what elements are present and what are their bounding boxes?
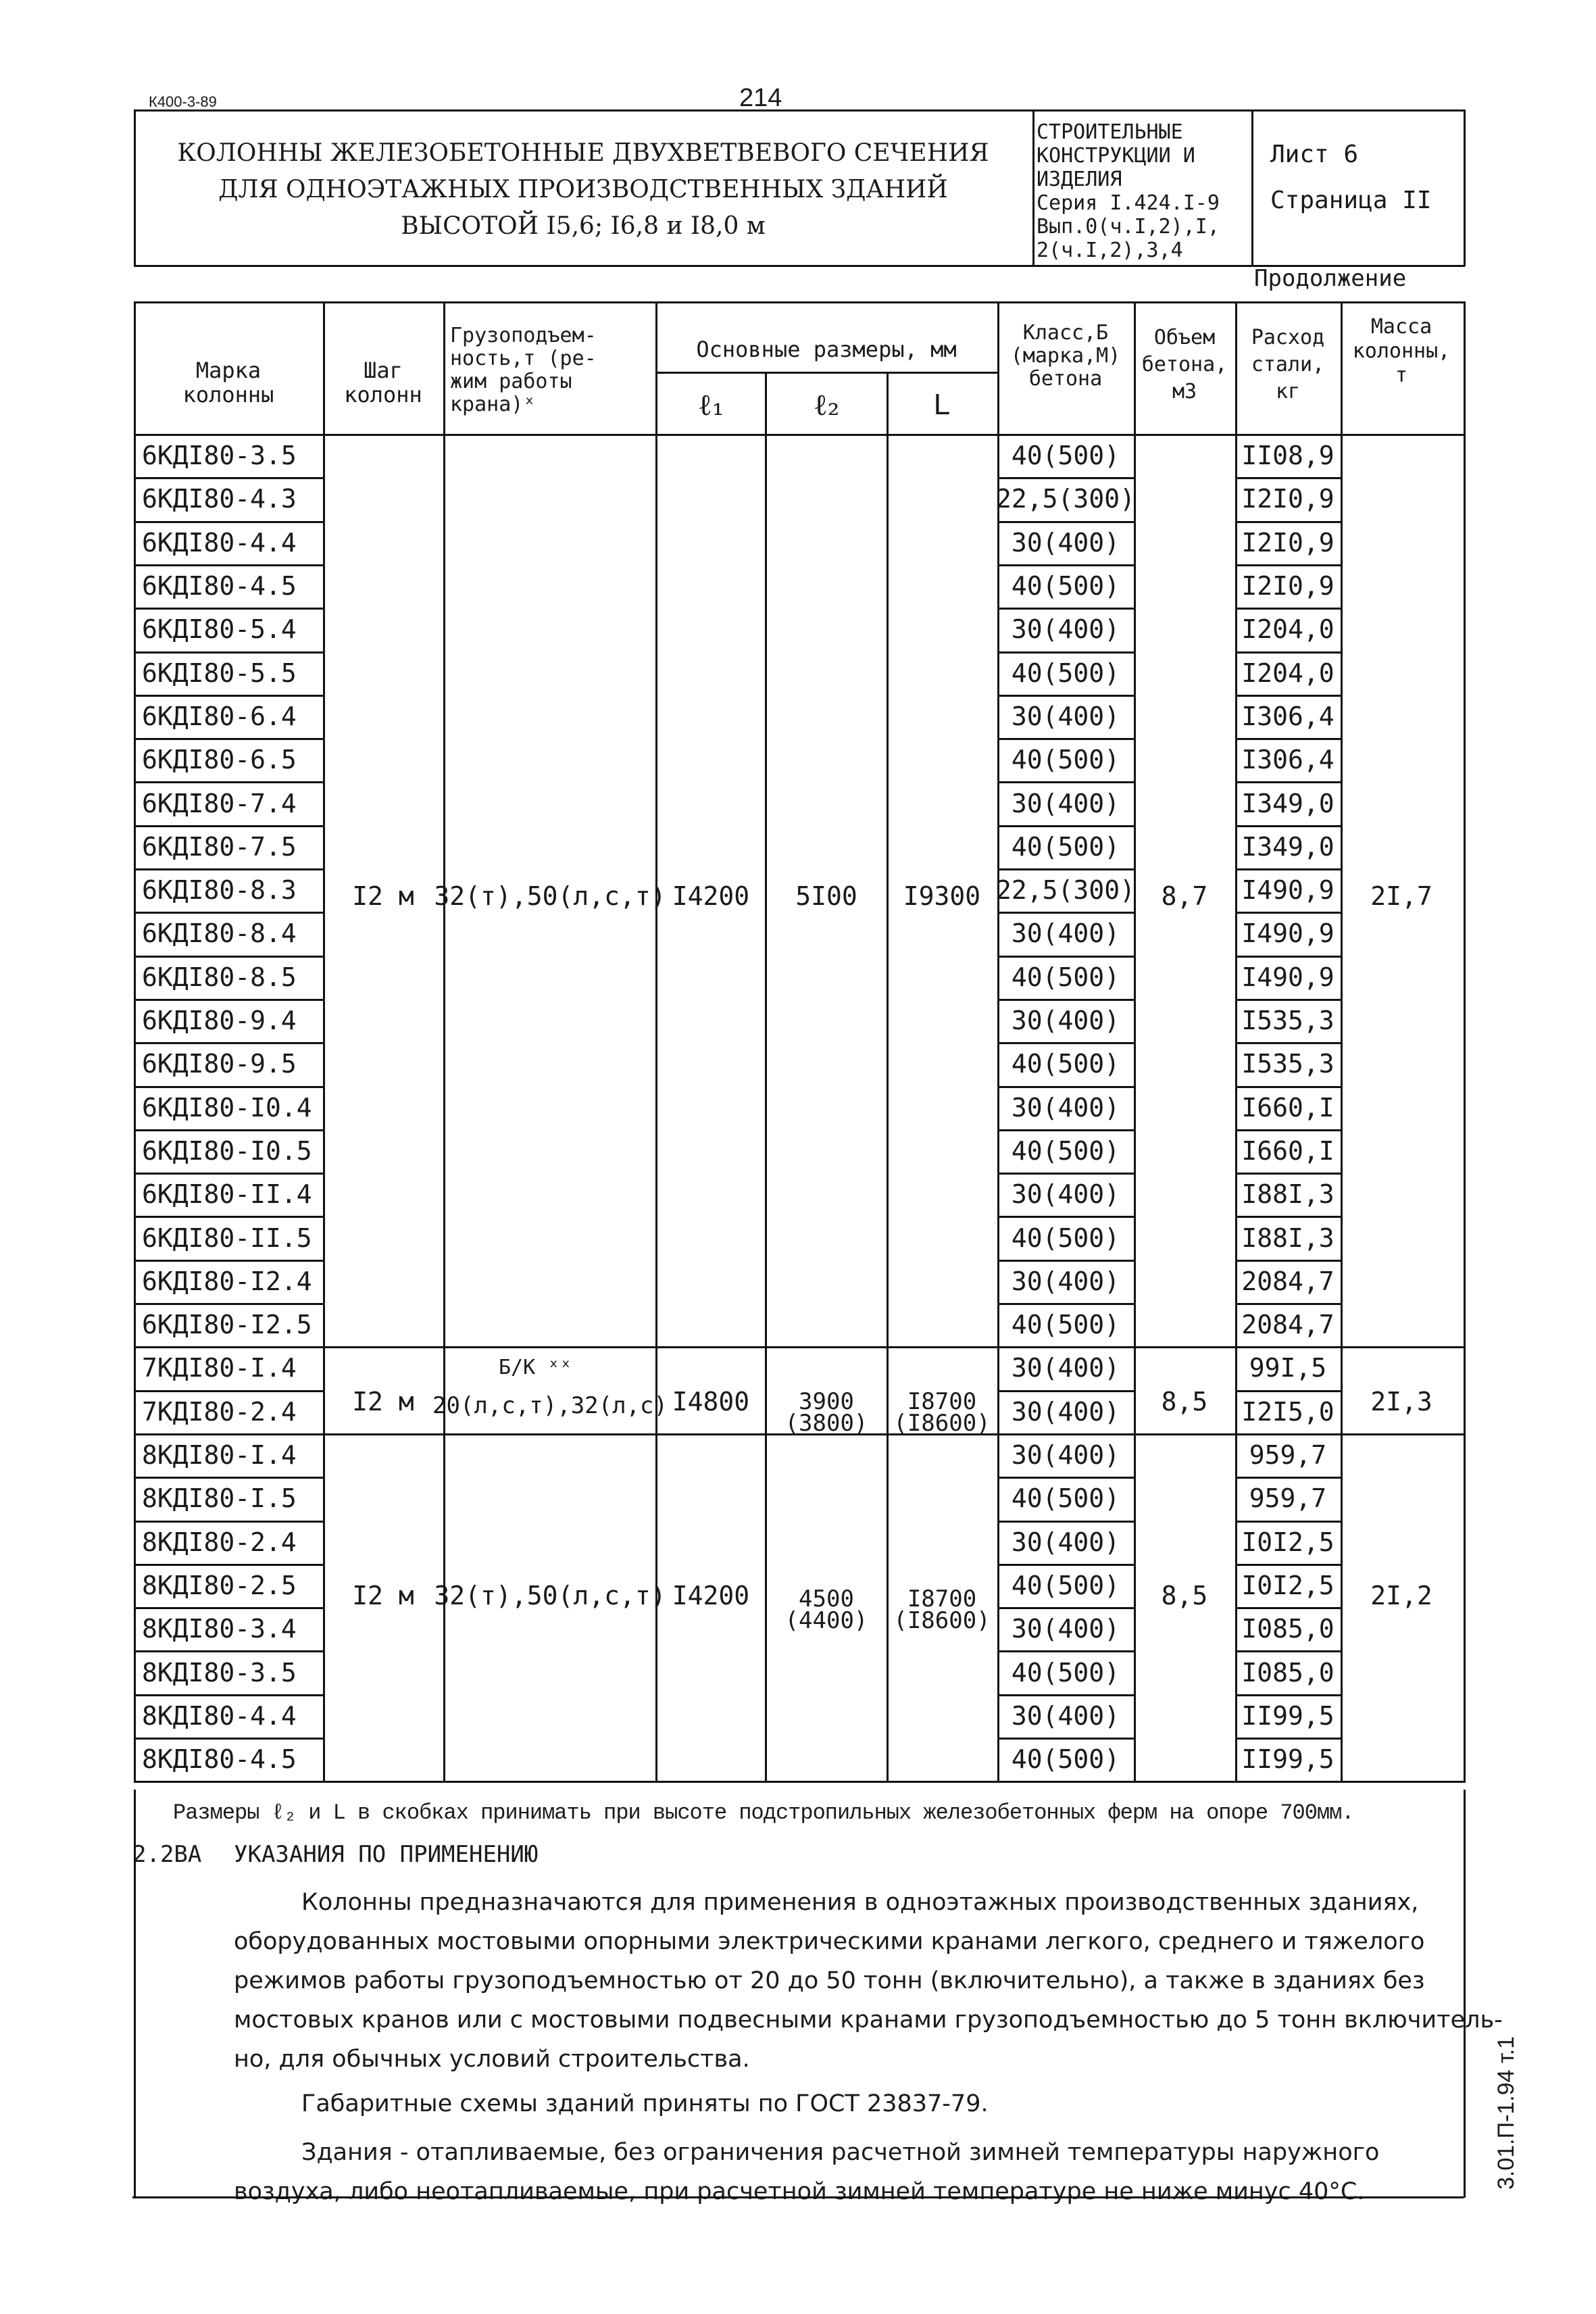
group-2-L-value: I8700 (907, 1388, 977, 1415)
table-bottom-line (134, 1781, 1466, 1783)
column-mark: 6КДI80-4.4 (142, 527, 297, 558)
group-3-l2-value: 4500 (799, 1585, 854, 1613)
steel-consumption: I0I2,5 (1241, 1570, 1335, 1600)
concrete-class: 30(400) (1011, 1006, 1120, 1036)
paragraph-heating (234, 2133, 1379, 2211)
header-steel-consumption (1237, 324, 1339, 405)
concrete-class: 40(500) (1011, 831, 1120, 862)
col-line (655, 301, 657, 1782)
header-capacity-line: ность,т (ре- (450, 347, 597, 370)
steel-consumption: 2084,7 (1241, 1310, 1335, 1340)
column-mark: 6КДI80-9.4 (142, 1006, 297, 1036)
steel-consumption: II08,9 (1241, 441, 1335, 471)
series-line: КОНСТРУКЦИИ И (1037, 144, 1195, 168)
continuation-label: Продолжение (1254, 265, 1407, 292)
group-1-mass-value: 2I,7 (1370, 881, 1432, 911)
group-1-step (324, 871, 442, 921)
col-line (1464, 301, 1466, 1782)
paragraph-line: но, для обычных условий строительства. (234, 2046, 750, 2073)
steel-consumption: II99,5 (1241, 1700, 1335, 1731)
header-capacity (450, 324, 597, 416)
group-2-capacity-note: Б/К ˣˣ (499, 1356, 572, 1379)
group-3-mass-value: 2I,2 (1370, 1581, 1432, 1610)
group-1-capacity (434, 871, 666, 921)
group-3-L-alt-value: (I8600) (893, 1607, 991, 1634)
concrete-class: 40(500) (1011, 1657, 1120, 1688)
series-line: СТРОИТЕЛЬНЫЕ (1037, 120, 1183, 144)
column-mark: 6КДI80-4.5 (142, 571, 297, 601)
title-line-2: ДЛЯ ОДНОЭТАЖНЫХ ПРОИЗВОДСТВЕННЫХ ЗДАНИЙ (218, 176, 948, 203)
group-2-mass (1342, 1371, 1461, 1433)
section-number: 2.2ВА (132, 1841, 202, 1868)
series-line: Вып.0(ч.I,2),I, (1037, 215, 1220, 239)
steel-consumption: I535,3 (1241, 1006, 1335, 1036)
group-3-volume (1135, 1571, 1234, 1621)
header-mass-line: колонны, (1352, 339, 1451, 363)
column-mark: 6КДI80-4.3 (142, 484, 297, 514)
group-1-volume-value: 8,7 (1161, 881, 1208, 911)
group-1-mass (1342, 871, 1461, 921)
concrete-class: 30(400) (1011, 614, 1120, 645)
concrete-class: 40(500) (1011, 1135, 1120, 1166)
column-mark: 6КДI80-5.5 (142, 658, 297, 688)
group-3-l1 (657, 1571, 765, 1621)
series-line: ИЗДЕЛИЯ (1037, 168, 1122, 191)
steel-consumption: I490,9 (1241, 962, 1335, 992)
steel-consumption: I535,3 (1241, 1049, 1335, 1079)
group-1-step-value: I2 м (352, 881, 414, 911)
group-3-L-value: I8700 (907, 1585, 977, 1613)
group-3-capacity (434, 1571, 666, 1621)
group-1-L (888, 871, 996, 921)
group-2-capacity (432, 1385, 668, 1426)
steel-consumption: I490,9 (1241, 918, 1335, 949)
steel-consumption: I0I2,5 (1241, 1527, 1335, 1557)
group-2-step (324, 1371, 442, 1433)
sheet-number: Лист 6 (1270, 141, 1359, 168)
document-code: К400-3-89 (149, 93, 217, 110)
column-mark: 8КДI80-3.4 (142, 1614, 297, 1644)
header-volume-line: м3 (1172, 380, 1197, 403)
dims-subheader-line (655, 372, 999, 374)
group-3-step (324, 1571, 442, 1621)
group-2-step-value: I2 м (352, 1387, 414, 1417)
concrete-class: 30(400) (1011, 1179, 1120, 1210)
header-l2-label: ℓ₂ (813, 387, 840, 422)
concrete-class: 30(400) (1011, 1700, 1120, 1731)
column-mark: 7КДI80-2.4 (142, 1396, 297, 1427)
header-steel-line: кг (1275, 380, 1301, 403)
group-1-l1-value: I4200 (672, 881, 750, 911)
column-mark: 8КДI80-I.5 (142, 1483, 297, 1514)
steel-consumption: 99I,5 (1249, 1353, 1327, 1383)
column-mark: 8КДI80-2.5 (142, 1570, 297, 1600)
paragraph-line: воздуха, либо неотапливаемые, при расчетной зимней температуре не ниже минус 40°С. (234, 2178, 1365, 2205)
page-number: 214 (739, 84, 782, 112)
column-mark: 6КДI80-8.5 (142, 962, 297, 992)
bottom-frame-line (132, 2196, 1464, 2198)
concrete-class: 40(500) (1011, 1223, 1120, 1253)
header-mass-line: т (1395, 364, 1408, 387)
col-line (443, 301, 445, 1782)
header-mark-line: Марка (195, 358, 261, 383)
concrete-class: 30(400) (1011, 701, 1120, 731)
steel-consumption: I88I,3 (1241, 1179, 1335, 1210)
steel-consumption: I2I0,9 (1241, 571, 1335, 601)
steel-consumption: I204,0 (1241, 658, 1335, 688)
page-of-sheet: Страница II (1270, 187, 1432, 214)
title-line-1: КОЛОННЫ ЖЕЛЕЗОБЕТОННЫЕ ДВУХВЕТВЕВОГО СЕЧЕНИЯ (177, 139, 989, 167)
group-3-capacity-value: 32(т),50(л,с,т) (434, 1581, 666, 1610)
concrete-class: 40(500) (1011, 1049, 1120, 1079)
column-mark: 8КДI80-4.4 (142, 1700, 297, 1731)
column-mark: 6КДI80-3.5 (142, 441, 297, 471)
concrete-class: 30(400) (1011, 788, 1120, 818)
steel-consumption: I660,I (1241, 1092, 1335, 1123)
header-l1 (657, 376, 765, 434)
header-capacity-line: жим работы (450, 370, 572, 393)
side-code: 3.01.П-1.94 т.1 (1493, 2036, 1519, 2190)
group-1-l1 (657, 871, 765, 921)
paragraph-purpose (234, 1883, 1503, 2079)
group-2-l2-alt-value: (3800) (784, 1410, 868, 1437)
concrete-class: 40(500) (1011, 658, 1120, 688)
header-concrete-class (999, 322, 1132, 391)
column-mark: 8КДI80-4.5 (142, 1744, 297, 1775)
table-footnote: Размеры ℓ₂ и L в скобках принимать при высоте подстропильных железобетонных ферм на опоре 700мм. (173, 1800, 1354, 1825)
header-l2 (766, 376, 887, 434)
table-top-line (134, 301, 1466, 303)
left-frame-line (134, 1790, 136, 2198)
steel-consumption: I2I0,9 (1241, 527, 1335, 558)
group-3-l2 (766, 1576, 887, 1644)
concrete-class: 40(500) (1011, 1483, 1120, 1514)
concrete-class: 40(500) (1011, 1744, 1120, 1775)
steel-consumption: 959,7 (1249, 1440, 1327, 1471)
group-3-step-value: I2 м (352, 1581, 414, 1610)
steel-consumption: 2084,7 (1241, 1266, 1335, 1296)
concrete-class: 40(500) (1011, 1310, 1120, 1340)
group-2-volume-value: 8,5 (1161, 1387, 1208, 1417)
concrete-class: 30(400) (1011, 1614, 1120, 1644)
header-class-line: Класс,Б (1022, 321, 1109, 345)
column-mark: 8КДI80-I.4 (142, 1440, 297, 1471)
header-class-line: бетона (1028, 367, 1103, 391)
group-1-L-value: I9300 (903, 881, 981, 911)
concrete-class: 30(400) (1011, 918, 1120, 949)
column-mark: 6КДI80-9.5 (142, 1049, 297, 1079)
column-mark: 6КДI80-II.5 (142, 1223, 312, 1253)
header-l1-label: ℓ₁ (697, 387, 724, 422)
group-2-mass-value: 2I,3 (1370, 1387, 1432, 1417)
header-mass-line: Масса (1370, 315, 1432, 339)
group-1-volume (1135, 871, 1234, 921)
header-steel-line: стали, (1251, 353, 1325, 376)
title-block-top-line (134, 109, 1465, 112)
column-mark: 6КДI80-I0.5 (142, 1135, 312, 1166)
paragraph-line: режимов работы грузоподъемностью от 20 до 50 тонн (включительно), а также в зданиях без (234, 1967, 1425, 1994)
steel-consumption: 959,7 (1249, 1483, 1327, 1514)
steel-consumption: I306,4 (1241, 745, 1335, 775)
header-step-line: Шаг (364, 358, 403, 383)
header-capacity-line: Грузоподъем- (450, 324, 597, 347)
group-2-volume (1135, 1371, 1234, 1433)
group-2-capacity-value: 20(л,с,т),32(л,с) (432, 1392, 668, 1419)
title-line-3: ВЫСОТОЙ I5,6; I6,8 и I8,0 м (401, 212, 766, 240)
concrete-class: 30(400) (1011, 1396, 1120, 1427)
header-volume-line: бетона, (1141, 353, 1228, 376)
group-1-l2-value: 5I00 (795, 881, 857, 911)
header-column-mass (1342, 315, 1461, 388)
column-mark: 6КДI80-8.4 (142, 918, 297, 949)
concrete-class: 30(400) (1011, 1092, 1120, 1123)
col-line (887, 372, 889, 1782)
header-class-line: (марка,М) (1010, 344, 1121, 368)
paragraph-line: Колонны предназначаются для применения в одноэтажных производственных зданиях, (301, 1889, 1419, 1916)
header-L-label: L (933, 388, 951, 421)
steel-consumption: I490,9 (1241, 875, 1335, 906)
series-line: Серия I.424.I-9 (1037, 191, 1220, 215)
header-step (324, 358, 442, 407)
column-mark: 8КДI80-2.4 (142, 1527, 297, 1557)
header-step-line: колонн (344, 382, 422, 408)
document-title (135, 135, 1031, 245)
steel-consumption: I2I5,0 (1241, 1396, 1335, 1427)
column-mark: 6КДI80-I2.5 (142, 1310, 312, 1340)
group-2-l1 (657, 1371, 765, 1433)
group-3-l1-value: I4200 (672, 1581, 750, 1610)
group-2-l2 (766, 1379, 887, 1446)
concrete-class: 40(500) (1011, 571, 1120, 601)
steel-consumption: I660,I (1241, 1135, 1335, 1166)
column-mark: 7КДI80-I.4 (142, 1353, 297, 1383)
concrete-class: 40(500) (1011, 745, 1120, 775)
steel-consumption: I88I,3 (1241, 1223, 1335, 1253)
steel-consumption: I306,4 (1241, 701, 1335, 731)
header-capacity-line: крана)ˣ (450, 393, 536, 416)
header-steel-line: Расход (1251, 326, 1325, 349)
steel-consumption: I204,0 (1241, 614, 1335, 645)
concrete-class: 40(500) (1011, 441, 1120, 471)
group-2-L-alt-value: (I8600) (893, 1410, 991, 1437)
column-mark: 6КДI80-7.4 (142, 788, 297, 818)
group-2-l2-value: 3900 (799, 1388, 854, 1415)
paragraph-schemes (301, 2084, 989, 2123)
paragraph-line: Габаритные схемы зданий приняты по ГОСТ 23837-79. (301, 2090, 989, 2117)
group-3-mass (1342, 1571, 1461, 1621)
concrete-class: 22,5(300) (996, 875, 1135, 906)
concrete-class: 30(400) (1011, 1527, 1120, 1557)
group-3-l2-alt-value: (4400) (784, 1607, 868, 1634)
section-title: УКАЗАНИЯ ПО ПРИМЕНЕНИЮ (234, 1841, 539, 1868)
group-1-capacity-value: 32(т),50(л,с,т) (434, 881, 666, 911)
column-mark: 6КДI80-6.5 (142, 745, 297, 775)
header-volume-line: Объем (1153, 326, 1216, 349)
concrete-class: 30(400) (1011, 1266, 1120, 1296)
column-mark: 6КДI80-I2.4 (142, 1266, 312, 1296)
header-mark (135, 358, 322, 407)
concrete-class: 30(400) (1011, 1353, 1120, 1383)
column-mark: 8КДI80-3.5 (142, 1657, 297, 1688)
steel-consumption: I085,0 (1241, 1614, 1335, 1644)
column-mark: 6КДI80-I0.4 (142, 1092, 312, 1123)
column-mark: 6КДI80-5.4 (142, 614, 297, 645)
steel-consumption: I085,0 (1241, 1657, 1335, 1688)
column-mark: 6КДI80-II.4 (142, 1179, 312, 1210)
concrete-class: 40(500) (1011, 1570, 1120, 1600)
col-line (765, 372, 767, 1782)
column-mark: 6КДI80-6.4 (142, 701, 297, 731)
column-mark: 6КДI80-8.3 (142, 875, 297, 906)
header-main-dimensions (657, 327, 996, 372)
group-2-L (888, 1379, 996, 1446)
group-3-L (888, 1576, 996, 1644)
column-mark: 6КДI80-7.5 (142, 831, 297, 862)
right-frame-line (1464, 1790, 1466, 2198)
series-info (1037, 120, 1220, 262)
paragraph-line: оборудованных мостовыми опорными электрическими кранами легкого, среднего и тяжелого (234, 1928, 1425, 1955)
header-dims-label: Основные размеры, мм (696, 337, 957, 362)
header-concrete-volume (1135, 324, 1234, 405)
concrete-class: 30(400) (1011, 1440, 1120, 1471)
header-L (888, 376, 996, 434)
steel-consumption: I2I0,9 (1241, 484, 1335, 514)
concrete-class: 22,5(300) (996, 484, 1135, 514)
steel-consumption: I349,0 (1241, 788, 1335, 818)
concrete-class: 40(500) (1011, 962, 1120, 992)
concrete-class: 30(400) (1011, 527, 1120, 558)
paragraph-line: Здания - отапливаемые, без ограничения расчетной зимней температуры наружного (301, 2139, 1380, 2166)
paragraph-line: мостовых кранов или с мостовыми подвесными кранами грузоподъемностью до 5 тонн включитель- (234, 2007, 1503, 2034)
group-2-l1-value: I4800 (672, 1387, 750, 1417)
steel-consumption: II99,5 (1241, 1744, 1335, 1775)
group-1-l2 (766, 871, 887, 921)
series-line: 2(ч.I,2),3,4 (1037, 239, 1183, 262)
header-mark-line: колонны (182, 382, 274, 408)
steel-consumption: I349,0 (1241, 831, 1335, 862)
group-3-volume-value: 8,5 (1161, 1581, 1208, 1610)
